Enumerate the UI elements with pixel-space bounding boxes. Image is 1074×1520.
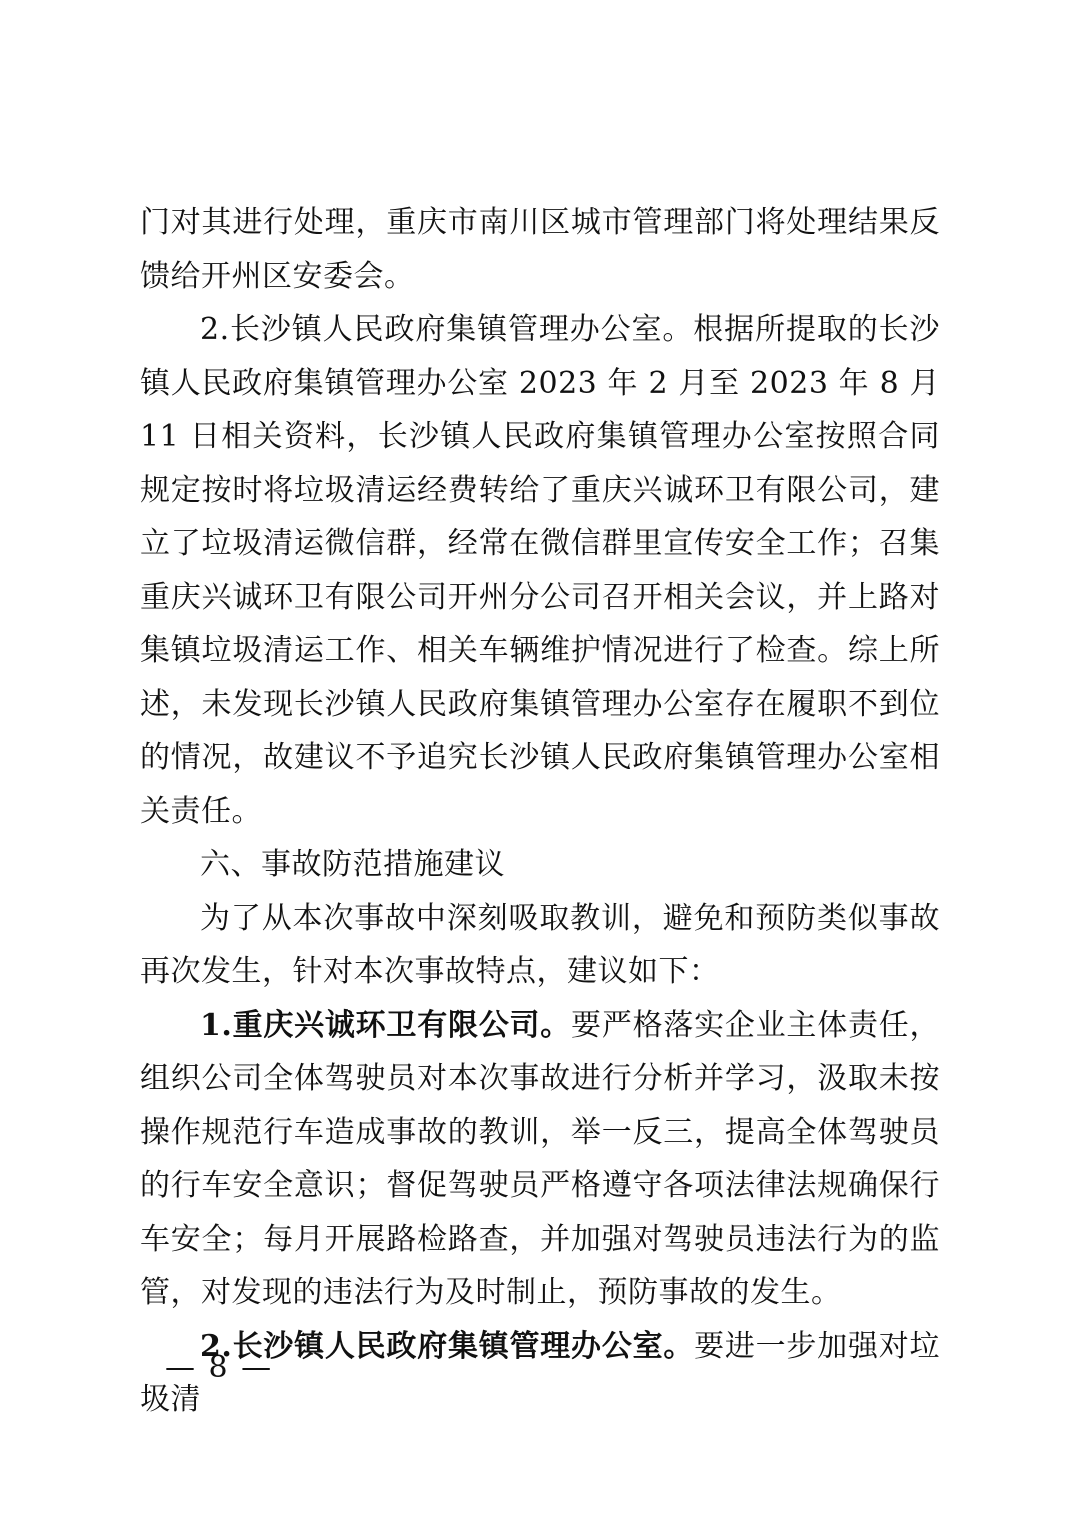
recommendation-town-office-text: 要进一步加强对垃圾清 [140,1328,941,1417]
paragraph-recommendation-company [140,999,940,1320]
section-heading-prevention: 六、事故防范措施建议 [200,847,505,882]
document-body [140,196,940,1427]
paragraph-town-office-review: 2.长沙镇人民政府集镇管理办公室。根据所提取的长沙镇人民政府集镇管理办公室 2023 年 2 月至 2023 年 8 月 11 日相关资料，长沙镇人民政府集镇管理办公室按照合同规定按时将垃圾清运经费转给了重庆兴诚环卫有限公司，建立了垃圾清运微信群，经常在微信群里宣传安全工作；召集重庆兴诚环卫有限公司开州分公司召开相关会议，并上路对集镇垃圾清运工作、相关车辆维护情况进行了检查。综上所述，未发现长沙镇人民政府集镇管理办公室存在履职不到位的情况，故建议不予追究长沙镇人民政府集镇管理办公室相关责任。 [140,312,940,829]
recommendation-town-office-title: 2.长沙镇人民政府集镇管理办公室。 [200,1328,695,1364]
page-number: — 8 — [165,1350,274,1385]
paragraph-prevention-intro: 为了从本次事故中深刻吸取教训，避免和预防类似事故再次发生，针对本次事故特点，建议如下： [140,900,940,989]
recommendation-company-text: 要严格落实企业主体责任，组织公司全体驾驶员对本次事故进行分析并学习，汲取未按操作规范行车造成事故的教训，举一反三，提高全体驾驶员的行车安全意识；督促驾驶员严格遵守各项法律法规确保行车安全；每月开展路检路查，并加强对驾驶员违法行为的监管，对发现的违法行为及时制止，预防事故的发生。 [140,1007,940,1310]
paragraph-continuation: 门对其进行处理，重庆市南川区城市管理部门将处理结果反馈给开州区安委会。 [140,205,940,294]
recommendation-company-title: 1.重庆兴诚环卫有限公司。 [200,1007,572,1043]
